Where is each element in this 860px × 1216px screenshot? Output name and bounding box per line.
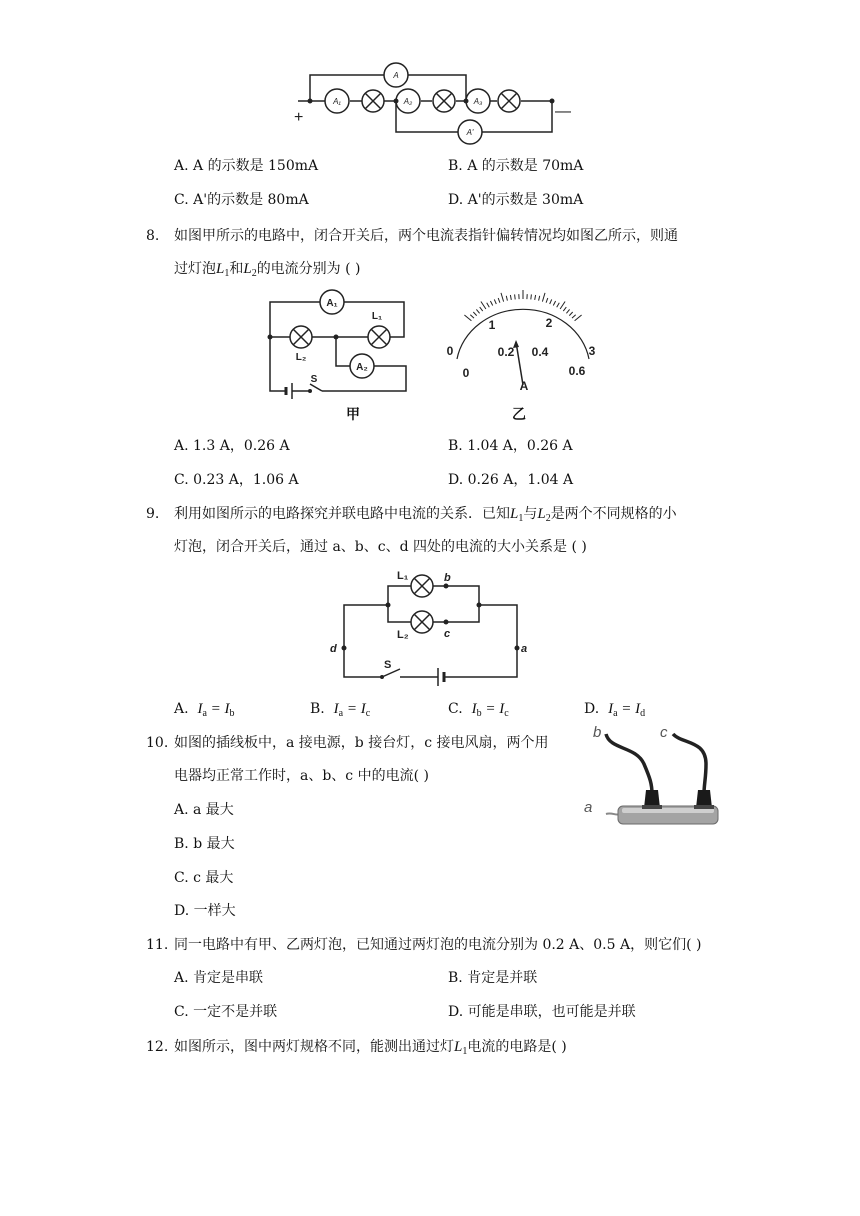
dial-tick: [480, 307, 483, 311]
dial-tick: [515, 294, 516, 299]
svg-text:A: A: [519, 379, 529, 393]
svg-text:A₃: A₃: [473, 97, 483, 106]
dial-tick: [569, 312, 572, 316]
svg-text:0.4: 0.4: [531, 345, 549, 359]
dial-tick: [470, 315, 474, 318]
q9-option-b-letter: B.: [310, 701, 325, 717]
q9-option-a-letter: A.: [174, 701, 189, 717]
q9-option-c-letter: C.: [448, 701, 463, 717]
svg-text:A: A: [393, 71, 399, 80]
dial-tick: [464, 315, 471, 321]
dial-tick: [501, 293, 504, 302]
svg-text:a: a: [521, 643, 528, 655]
q11-number: 11.: [146, 937, 169, 953]
dial-tick: [531, 294, 532, 299]
q10-number: 10.: [146, 735, 169, 751]
q9-option-a: A. $I_a = I_b$: [174, 701, 235, 719]
q7-option-a: A. A 的示数是 150mA: [174, 158, 319, 174]
svg-text:0: 0: [446, 344, 454, 358]
dial-tick: [481, 302, 486, 310]
dial-tick: [560, 302, 565, 310]
q9-option-d: D. $I_a = I_d$: [584, 701, 646, 719]
dial-tick: [506, 296, 507, 301]
q8-ammeter-dial-figure: [442, 315, 607, 395]
q9-stem-text-a: 利用如图所示的电路探究并联电路中电流的关系．已知: [174, 506, 510, 522]
q11-option-d: D. 可能是串联，也可能是并联: [448, 1004, 636, 1020]
q8-circuit-figure-jia: [262, 290, 412, 402]
q10-stem-line1: 如图的插线板中，a 接电源，b 接台灯，c 接电风扇，两个用: [174, 735, 549, 751]
svg-text:0.6: 0.6: [568, 364, 586, 378]
q10-option-d: D. 一样大: [174, 903, 236, 919]
q10-option-b: B. b 最大: [174, 836, 235, 852]
q8-stem-text-a: 过灯泡: [174, 261, 216, 277]
q12-stem-text-a: 如图所示，图中两灯规格不同，能测出通过灯: [174, 1039, 454, 1055]
svg-text:A₁: A₁: [326, 298, 338, 309]
svg-text:A₂: A₂: [356, 362, 368, 373]
q7-circuit-figure: [290, 62, 580, 142]
q9-option-b: B. $I_a = I_c$: [310, 701, 371, 719]
q9-parallel-circuit-figure: [326, 565, 536, 690]
q11-option-a: A. 肯定是串联: [174, 970, 264, 986]
dial-tick: [476, 309, 479, 313]
q10-option-c: C. c 最大: [174, 870, 234, 886]
q8-label-yi: 乙: [512, 407, 526, 423]
q8-option-d: D. 0.26 A，1.04 A: [448, 472, 574, 488]
q12-number: 12.: [146, 1039, 169, 1055]
dial-tick: [510, 295, 511, 300]
lamp-symbol-l2: $L_2$: [537, 506, 551, 524]
svg-text:L₁: L₁: [397, 570, 409, 582]
q8-number: 8.: [146, 228, 160, 244]
svg-text:A₁: A₁: [333, 97, 341, 106]
svg-text:A': A': [466, 128, 474, 137]
dial-tick: [494, 299, 496, 304]
dial-tick: [557, 303, 560, 307]
q8-label-jia: 甲: [346, 407, 360, 423]
svg-text:d: d: [330, 643, 337, 655]
lamp-symbol-l1: $L_1$: [454, 1039, 468, 1057]
q8-option-c: C. 0.23 A，1.06 A: [174, 472, 299, 488]
dial-tick: [553, 301, 555, 306]
q7-option-c: C. A'的示数是 80mA: [174, 192, 309, 208]
dial-tick: [473, 312, 476, 316]
q9-number: 9.: [146, 506, 160, 522]
q9-stem-text-b: 与: [523, 506, 538, 522]
q8-stem-line2: [174, 259, 361, 284]
svg-text:1: 1: [488, 318, 496, 332]
lamp-symbol-l1: $L_1$: [510, 506, 524, 524]
svg-text:S: S: [384, 659, 392, 671]
dial-tick: [575, 315, 582, 321]
q7-option-d: D. A'的示数是 30mA: [448, 192, 584, 208]
q10-stem-line2: 电器均正常工作时，a、b、c 中的电流( ): [174, 768, 429, 784]
q9-stem-line1: [174, 504, 677, 529]
dial-tick: [563, 307, 566, 311]
q8-stem-text-c: 的电流分别为 ( ): [256, 261, 361, 277]
svg-text:—: —: [555, 103, 571, 120]
q8-stem-text-b: 和: [229, 261, 244, 277]
q8-stem-line1: 如图甲所示的电路中，闭合开关后，两个电流表指针偏转情况均如图乙所示，则通: [174, 228, 678, 244]
dial-tick: [535, 295, 536, 300]
dial-tick: [550, 299, 552, 304]
q11-stem-line1: 同一电路中有甲、乙两灯泡，已知通过两灯泡的电流分别为 0.2 A、0.5 A，则它们( ): [174, 937, 702, 953]
svg-text:c: c: [660, 724, 668, 741]
q12-stem-line1: [174, 1037, 567, 1062]
dial-tick: [566, 309, 569, 313]
svg-text:c: c: [444, 628, 451, 640]
svg-text:b: b: [444, 572, 451, 584]
q9-option-d-letter: D.: [584, 701, 600, 717]
dial-tick: [539, 296, 540, 301]
lamp-symbol-l2: $L_2$: [243, 261, 257, 279]
dial-tick: [572, 315, 576, 318]
q8-option-a: A. 1.3 A，0.26 A: [174, 438, 290, 454]
dial-tick: [490, 301, 492, 306]
q9-option-c: C. $I_b = I_c$: [448, 701, 509, 719]
svg-text:L₂: L₂: [295, 352, 307, 363]
svg-text:b: b: [593, 724, 602, 741]
svg-text:L₂: L₂: [397, 629, 409, 641]
svg-text:S: S: [310, 374, 318, 385]
q11-option-b: B. 肯定是并联: [448, 970, 538, 986]
dial-tick: [487, 303, 490, 307]
svg-text:A₂: A₂: [403, 97, 413, 106]
svg-text:L₁: L₁: [371, 311, 383, 322]
q10-option-a: A. a 最大: [174, 802, 234, 818]
q7-option-b: B. A 的示数是 70mA: [448, 158, 584, 174]
svg-text:0: 0: [462, 366, 470, 380]
lamp-symbol-l1: $L_1$: [216, 261, 230, 279]
q9-stem-line2: 灯泡，闭合开关后，通过 a、b、c、d 四处的电流的大小关系是 ( ): [174, 539, 587, 555]
dial-tick: [498, 298, 500, 303]
q8-option-b: B. 1.04 A，0.26 A: [448, 438, 573, 454]
q10-power-strip-figure: [578, 720, 723, 830]
dial-tick: [546, 298, 548, 303]
svg-text:0.2: 0.2: [497, 345, 515, 359]
svg-text:+: +: [294, 109, 304, 126]
svg-text:3: 3: [588, 344, 596, 358]
q12-stem-text-b: 电流的电路是( ): [467, 1039, 567, 1055]
q11-option-c: C. 一定不是并联: [174, 1004, 278, 1020]
svg-text:a: a: [584, 799, 593, 816]
q9-stem-text-c: 是两个不同规格的小: [550, 506, 677, 522]
dial-tick: [542, 293, 545, 302]
svg-text:2: 2: [545, 316, 553, 330]
